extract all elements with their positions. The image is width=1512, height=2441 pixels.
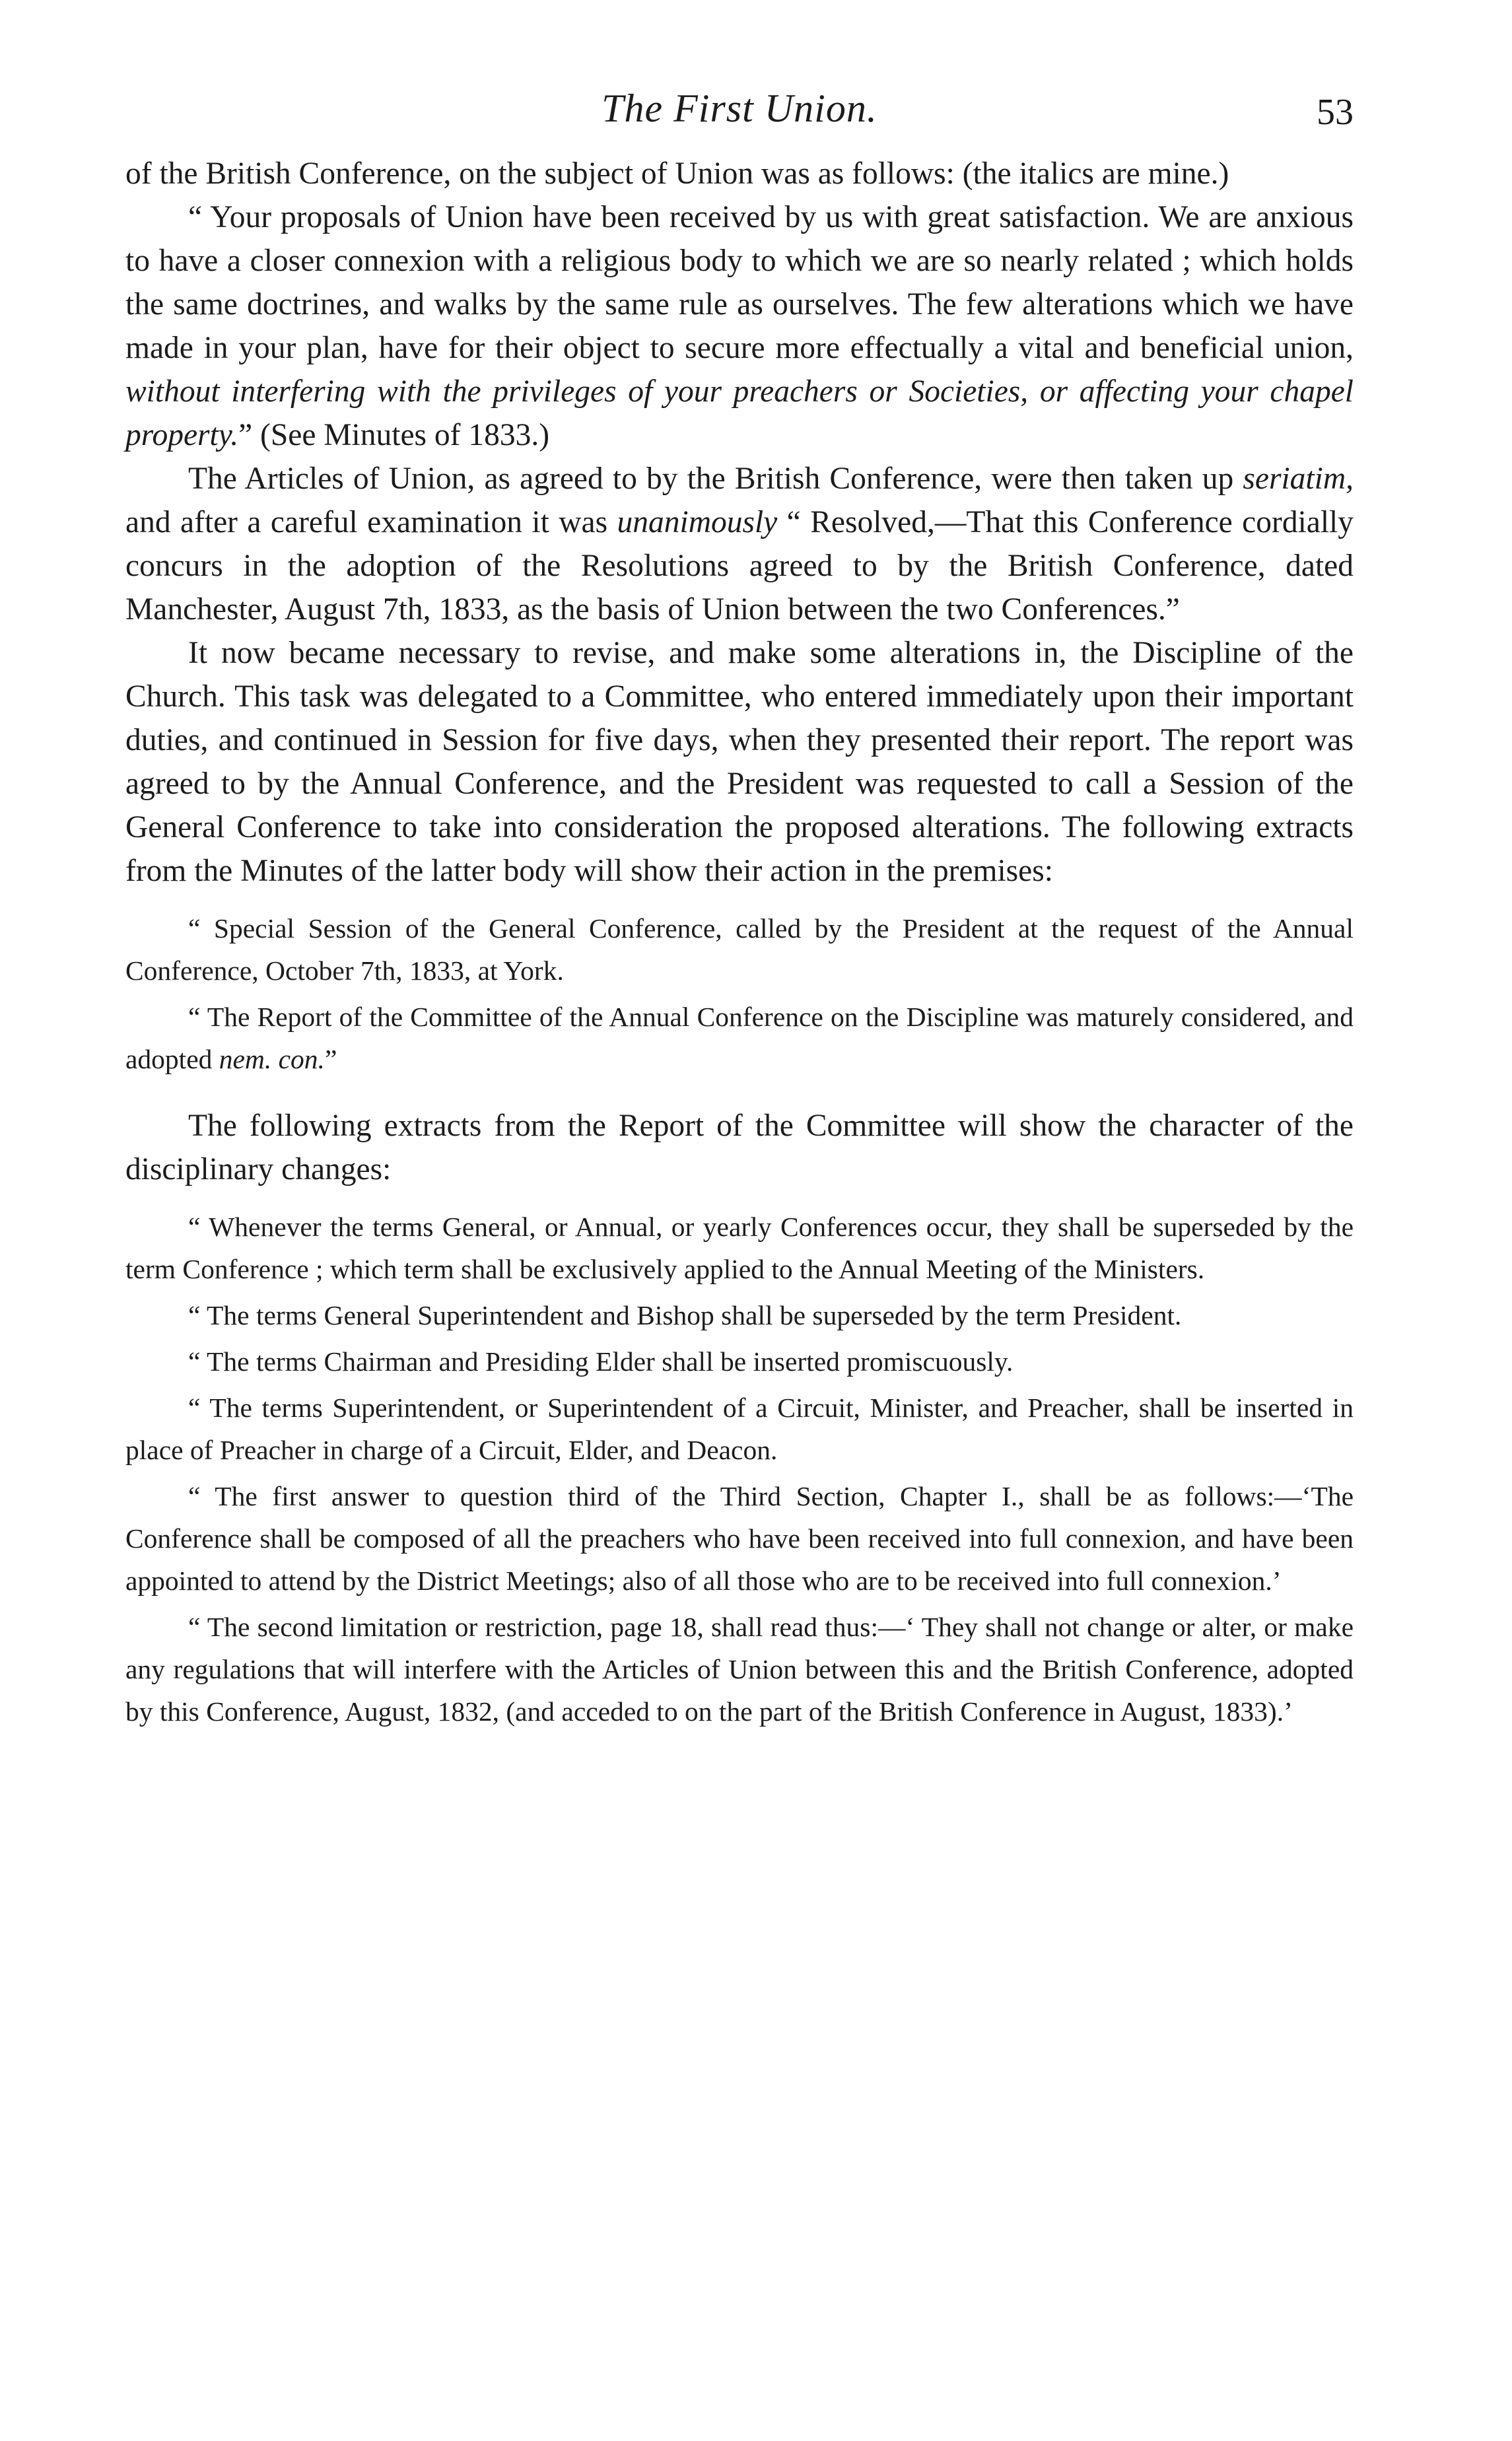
italic-seriatim: seriatim, <box>1243 462 1354 496</box>
paragraph-text: of the British Conference, on the subject of Union was as follows: (the italics are mine.) <box>125 156 1229 191</box>
body-text-2 <box>125 1104 1354 1191</box>
quote-text: “ The Report of the Committee of the Annual Conference on the Discipline was maturely considered, and adopted <box>125 1002 1354 1074</box>
quote-paragraph: “ The terms Chairman and Presiding Elder shall be inserted promiscuously. <box>188 1346 1014 1377</box>
body-text <box>125 152 1354 893</box>
running-head <box>125 79 1354 152</box>
italic-unanimously: unanimously <box>617 505 778 539</box>
quote-paragraph: “ The first answer to question third of the Third Section, Chapter I., shall be as follows:—‘The Conference shall be composed of all the preachers who have been received into full connexion, and have been appointed to attend by the District Meetings; also of all those who are to be received into full connexion.’ <box>125 1481 1354 1596</box>
quote-paragraph: “ Whenever the terms General, or Annual, or yearly Conferences occur, they shall be superseded by the term Conference ; which term shall be exclusively applied to the Annual Meeting of the Ministers. <box>125 1212 1354 1284</box>
paragraph-text: It now became necessary to revise, and make some alterations in, the Discipline of the Church. This task was delegated to a Committee, who entered immediately upon their important duties, and continued in Session for five days, when they presented their report. The report was agreed to by the Annual Conference, and the President was requested to call a Session of the General Conference to take into consideration the proposed alterations. The following extracts from the Minutes of the latter body will show their action in the premises: <box>125 636 1354 888</box>
quote-paragraph: “ Special Session of the General Conference, called by the President at the request of the Annual Conference, October 7th, 1833, at York. <box>125 913 1354 986</box>
italic-nem-con: nem. con. <box>219 1044 325 1074</box>
paragraph-text: and after a careful examination it was <box>125 505 617 539</box>
paragraph-british-reply <box>125 195 1354 457</box>
quote-block-minutes <box>125 907 1354 1080</box>
quote-paragraph: “ The second limitation or restriction, page 18, shall read thus:—‘ They shall not change or alter, or make any regulations that will interfere with the Articles of Union between this and the British Conference, adopted by this Conference, August, 1832, (and acceded to on the part of the British Conference in August, 1833).’ <box>125 1612 1354 1727</box>
italic-emphasis: without interfering with the privileges of your preachers or Societies, or affecting your chapel property. <box>125 374 1354 452</box>
page-number: 53 <box>1317 92 1354 133</box>
quote-block-report <box>125 1206 1354 1733</box>
quote-paragraph: “ The terms General Superintendent and Bishop shall be superseded by the term President. <box>188 1300 1182 1330</box>
paragraph-discipline-revision <box>125 631 1354 893</box>
quote-paragraph: “ The terms Superintendent, or Superintendent of a Circuit, Minister, and Preacher, shall be inserted in place of Preacher in charge of a Circuit, Elder, and Deacon. <box>125 1392 1354 1465</box>
quote-paragraph <box>125 996 1354 1080</box>
paragraph-text: “ Resolved,—That this Conference cordially concurs in the adoption of the Resolutions agreed to by the British Conference, dated Manchester, August 7th, 1833, as the basis of Union between the two Conferences.” <box>125 505 1354 627</box>
quote-text: ” <box>324 1044 337 1074</box>
paragraph-extracts-intro <box>125 1104 1354 1191</box>
paragraph-text: The following extracts from the Report of the Committee will show the character of the disciplinary changes: <box>125 1109 1354 1186</box>
paragraph-text: ” (See Minutes of 1833.) <box>238 418 550 452</box>
book-page <box>125 79 1354 2417</box>
paragraph-articles-of-union <box>125 457 1354 631</box>
paragraph-text: The Articles of Union, as agreed to by the British Conference, were then taken up <box>188 462 1243 496</box>
spacer <box>125 1084 1354 1104</box>
running-title: The First Union. <box>601 86 877 130</box>
paragraph-continuation <box>125 152 1354 195</box>
paragraph-text: “ Your proposals of Union have been received by us with great satisfaction. We are anxious to have a closer connexion with a religious body to which we are so nearly related ; which holds the same doctrines, and walks by the same rule as ourselves. The few alterations which we have made in your plan, have for their object to secure more effectually a vital and beneficial union, <box>125 200 1354 365</box>
